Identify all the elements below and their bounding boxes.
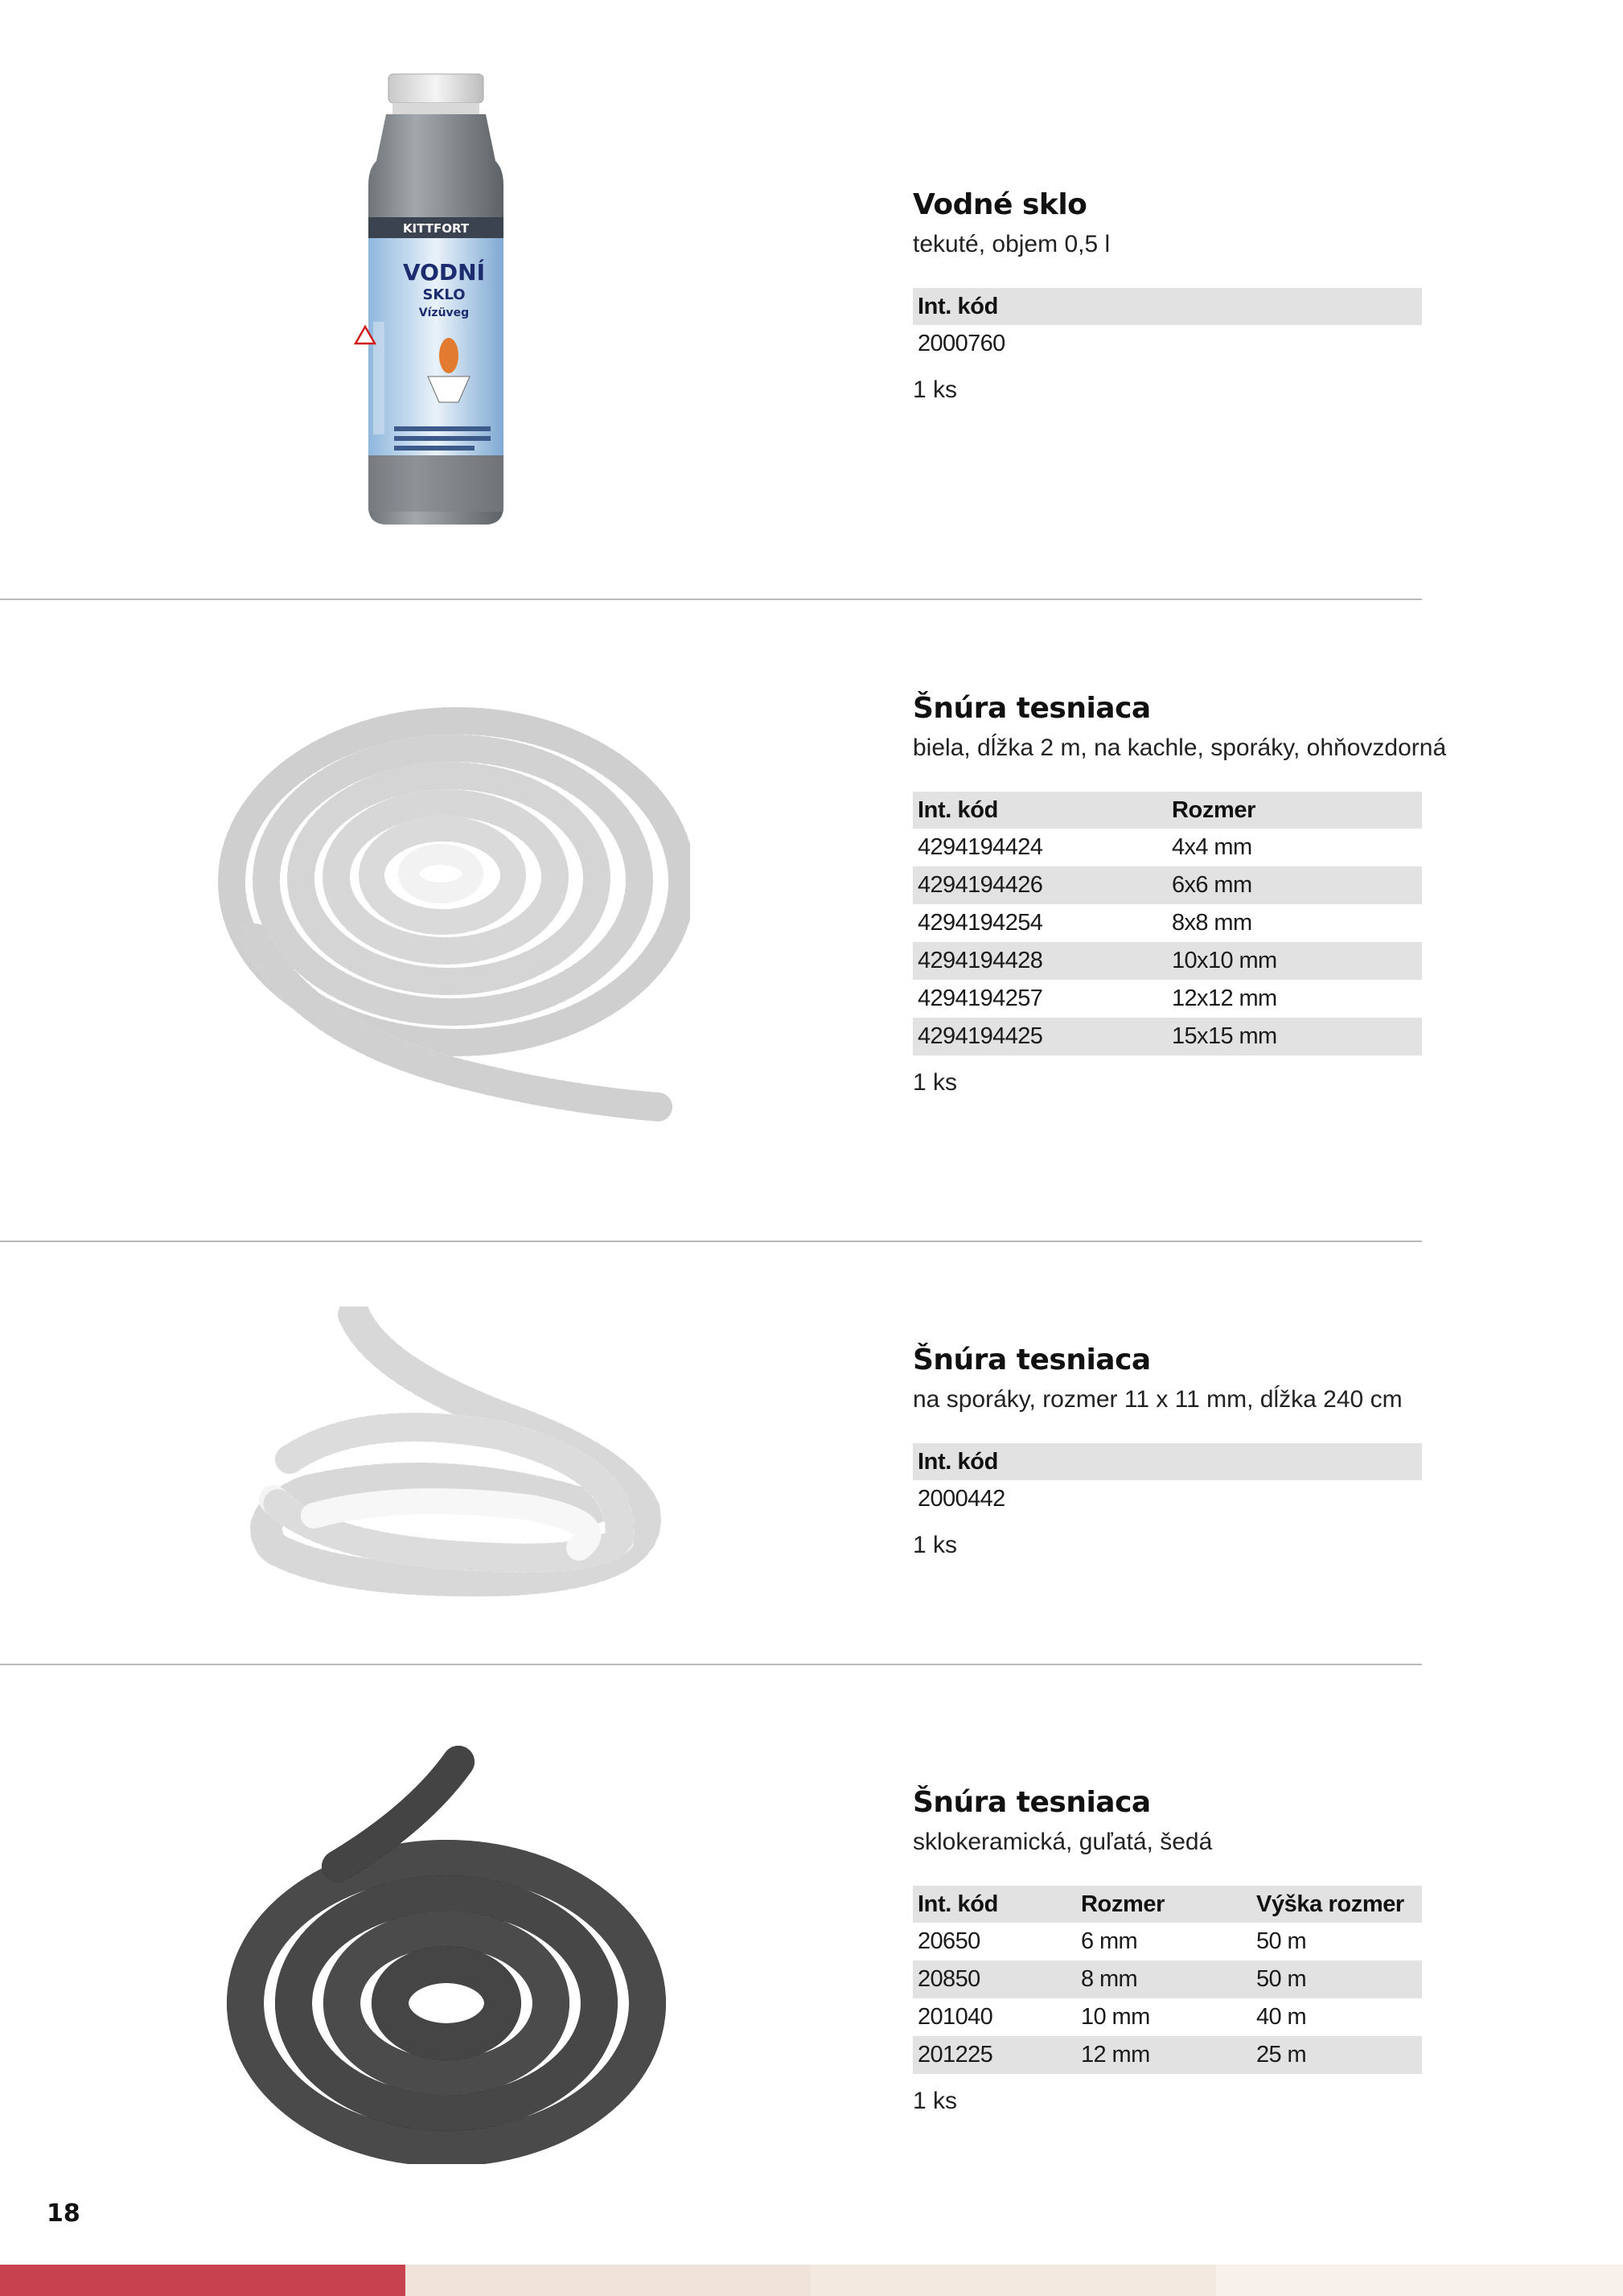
table-row [913,829,1422,866]
col-header-int-kod: Int. kód [913,792,1167,829]
table-header-row [913,1886,1422,1923]
product-info [913,1784,1422,2117]
cell-rozmer: 12 mm [1076,2036,1251,2074]
unit-label: 1 ks [913,1069,958,1096]
cell-int-kod: 4294194426 [913,866,1167,904]
bottle-brand-text: KITTFORT [402,221,470,236]
table-row [913,1923,1422,1961]
cell-rozmer: 12x12 mm [1172,985,1277,1011]
footer-bar-segment [0,2265,405,2296]
page-number: 18 [47,2199,80,2228]
unit-label: 1 ks [913,376,958,403]
col-header-vyska-rozmer: Výška rozmer [1251,1886,1422,1923]
cell-rozmer: 8 mm [1076,1961,1251,1998]
spec-table [913,1886,1422,2074]
product-title: Vodné sklo [913,188,1087,221]
cell-rozmer: 4x4 mm [1172,834,1252,860]
cell-vyska-rozmer: 40 m [1256,2004,1307,2030]
table-header-row [913,288,1422,325]
white-rope-bundle-illustration [241,1306,676,1612]
product-snura-sporaky [0,1242,1623,1664]
product-image-bottle [338,72,539,527]
cell-int-kod: 4294194424 [918,834,1043,860]
cell-vyska-rozmer: 50 m [1256,1928,1307,1954]
col-header-rozmer: Rozmer [1076,1886,1251,1923]
cell-rozmer: 8x8 mm [1172,910,1252,936]
cell-int-kod: 201225 [913,2036,1076,2074]
table-row [913,2036,1422,2074]
cell-rozmer: 10 mm [1081,2004,1150,2030]
unit-label: 1 ks [913,2088,958,2114]
table-row [913,904,1422,942]
table-row [913,1480,1422,1518]
product-subtitle: sklokeramická, guľatá, šedá [913,1829,1213,1855]
bottle-illustration [338,72,539,527]
cell-int-kod: 2000760 [918,331,1005,356]
product-snura-biela [0,600,1623,1241]
cell-int-kod: 4294194428 [913,942,1167,980]
bottle-label-line3: Vízüveg [418,307,470,319]
bottle-label-line2: SKLO [422,286,466,303]
cell-int-kod: 4294194425 [913,1018,1167,1055]
cell-rozmer: 6x6 mm [1167,866,1422,904]
product-info [913,690,1447,1099]
product-image-black-rope-coil [217,1746,684,2164]
footer-bar-segment [1216,2265,1623,2296]
cell-rozmer: 15x15 mm [1167,1018,1422,1055]
white-rope-coil-illustration [207,697,690,1131]
product-vodne-sklo [0,0,1623,599]
spec-table [913,1443,1422,1518]
spec-table [913,288,1422,363]
product-info [913,187,1422,406]
product-title: Šnúra tesniaca [913,692,1151,725]
cell-int-kod: 201040 [918,2004,993,2030]
product-info [913,1342,1422,1562]
cell-int-kod: 20850 [913,1961,1076,1998]
table-header-row [913,1443,1422,1480]
col-header-int-kod: Int. kód [913,1886,1076,1923]
black-rope-coil-illustration [217,1746,684,2164]
product-image-white-rope-bundle [241,1306,676,1612]
table-row [913,325,1422,363]
col-header-rozmer: Rozmer [1167,792,1422,829]
product-subtitle: biela, dĺžka 2 m, na kachle, sporáky, ohňovzdorná [913,734,1447,761]
cell-int-kod: 4294194254 [918,910,1043,936]
footer-bar-segment [405,2265,811,2296]
unit-label: 1 ks [913,1532,958,1558]
col-header-int-kod: Int. kód [913,1443,1422,1480]
footer-bar-segment [811,2265,1216,2296]
table-row [913,980,1422,1018]
cell-vyska-rozmer: 25 m [1251,2036,1422,2074]
cell-rozmer: 10x10 mm [1167,942,1422,980]
cell-int-kod: 20650 [918,1928,980,1954]
col-header-int-kod: Int. kód [913,288,1422,325]
cell-vyska-rozmer: 50 m [1251,1961,1422,1998]
table-header-row [913,792,1422,829]
product-title: Šnúra tesniaca [913,1343,1151,1376]
table-row [913,866,1422,904]
table-row [913,1998,1422,2036]
table-row [913,942,1422,980]
cell-rozmer: 6 mm [1081,1928,1138,1954]
product-subtitle: na sporáky, rozmer 11 x 11 mm, dĺžka 240 cm [913,1386,1403,1413]
product-image-white-rope-coil [207,697,690,1131]
cell-int-kod: 4294194257 [918,985,1043,1011]
product-snura-sklokeramicka [0,1665,1623,2180]
cell-int-kod: 2000442 [918,1486,1005,1512]
bottle-label-line1: VODNÍ [402,259,486,286]
product-subtitle: tekuté, objem 0,5 l [913,231,1111,257]
table-row [913,1961,1422,1998]
table-row [913,1018,1422,1055]
spec-table [913,792,1422,1055]
product-title: Šnúra tesniaca [913,1786,1151,1819]
